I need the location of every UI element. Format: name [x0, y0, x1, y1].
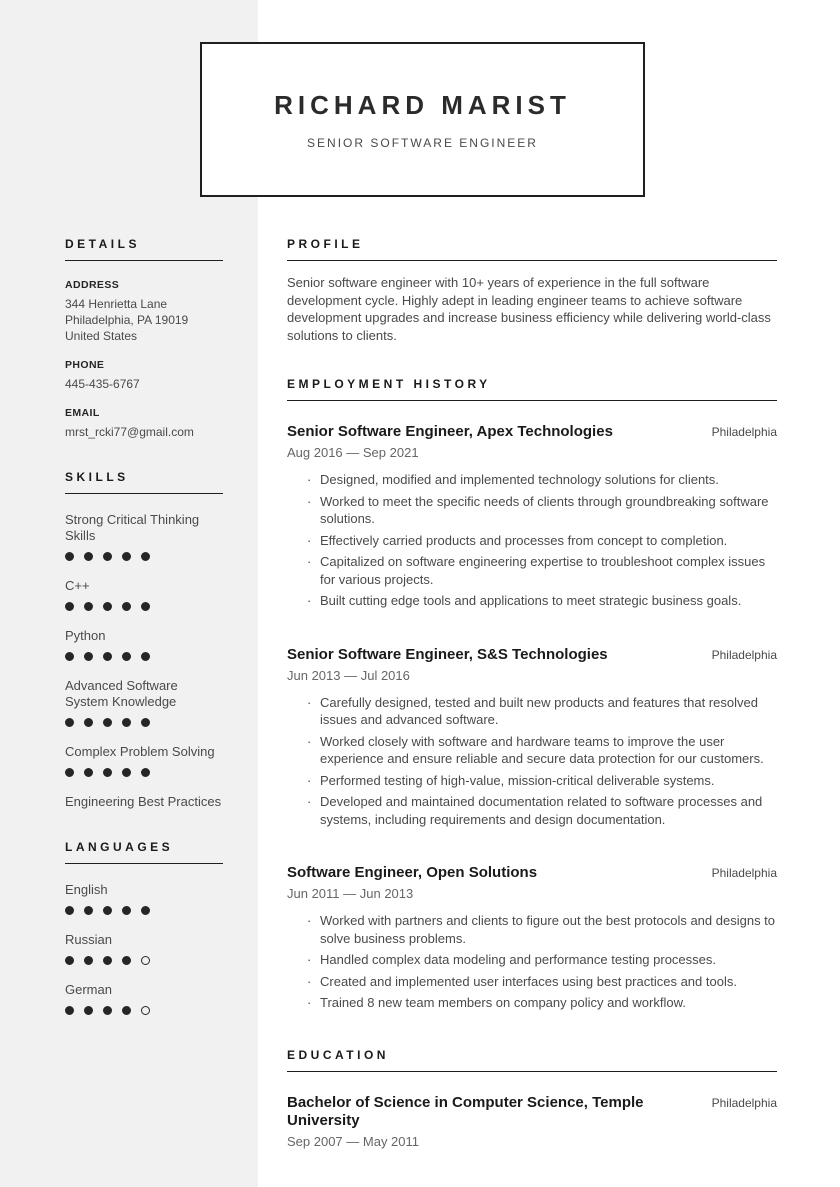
bullet-item: · Trained 8 new team members on company policy and workflow.: [307, 994, 777, 1012]
education-entry: [287, 1094, 777, 1149]
level-dot-filled: [65, 956, 74, 965]
job-entry: [287, 646, 777, 829]
job-head: [287, 864, 777, 882]
job-location: Philadelphia: [711, 866, 777, 880]
bullet-item: · Effectively carried products and processes from concept to completion.: [307, 532, 777, 550]
skill-name: C++: [65, 578, 90, 593]
level-dot-filled: [65, 652, 74, 661]
details-section: [65, 237, 223, 440]
details-heading: DETAILS: [65, 237, 223, 261]
level-dot-filled: [65, 768, 74, 777]
address-line: 344 Henrietta Lane: [65, 297, 168, 311]
level-dot-filled: [84, 552, 93, 561]
level-dot-filled: [122, 768, 131, 777]
language-name: German: [65, 982, 112, 997]
job-dates: Jun 2011 — Jun 2013: [287, 886, 414, 901]
skill-name: Python: [65, 628, 106, 643]
bullet-item: · Created and implemented user interfaces using best practices and tools.: [307, 973, 777, 991]
education-dates: Sep 2007 — May 2011: [287, 1133, 420, 1149]
job-bullets: [287, 912, 777, 1012]
level-dot-filled: [103, 602, 112, 611]
level-dot-filled: [141, 602, 150, 611]
email-label: EMAIL: [65, 407, 100, 419]
bullet-item: · Developed and maintained documentation related to software processes and systems, including requirements and design documentation.: [307, 793, 777, 828]
bullet-item: · Capitalized on software engineering expertise to troubleshoot complex issues for various projects.: [307, 553, 777, 588]
skill-level-dots: [65, 652, 223, 661]
level-dot-filled: [84, 1006, 93, 1015]
level-dot-filled: [122, 718, 131, 727]
job-bullets: [287, 694, 777, 829]
level-dot-filled: [84, 718, 93, 727]
level-dot-filled: [122, 1006, 131, 1015]
skill-item: [65, 678, 223, 727]
skill-level-dots: [65, 718, 223, 727]
skill-level-dots: [65, 768, 223, 777]
language-item: [65, 982, 223, 1015]
level-dot-filled: [141, 652, 150, 661]
education-head: [287, 1094, 777, 1130]
skill-name: Complex Problem Solving: [65, 744, 215, 759]
skill-item: [65, 794, 223, 810]
bullet-item: · Performed testing of high-value, mission-critical deliverable systems.: [307, 772, 777, 790]
job-head: [287, 646, 777, 664]
level-dot-empty: [141, 1006, 150, 1015]
level-dot-filled: [122, 602, 131, 611]
level-dot-filled: [141, 552, 150, 561]
profile-heading: PROFILE: [287, 237, 777, 261]
skill-name: Advanced Software System Knowledge: [65, 678, 178, 709]
skill-name: Strong Critical Thinking Skills: [65, 512, 200, 543]
job-dates: Aug 2016 — Sep 2021: [287, 445, 419, 460]
language-item: [65, 882, 223, 915]
employment-heading: EMPLOYMENT HISTORY: [287, 377, 777, 401]
level-dot-filled: [103, 652, 112, 661]
job-title: Senior Software Engineer, S&S Technologies: [287, 645, 608, 663]
level-dot-filled: [122, 906, 131, 915]
job-bullets: [287, 471, 777, 610]
level-dot-filled: [103, 552, 112, 561]
level-dot-filled: [84, 652, 93, 661]
level-dot-empty: [141, 956, 150, 965]
language-level-dots: [65, 906, 223, 915]
level-dot-filled: [65, 1006, 74, 1015]
bullet-item: · Worked to meet the specific needs of clients through groundbreaking software solutions.: [307, 493, 777, 528]
job-entry: [287, 864, 777, 1012]
education-heading: EDUCATION: [287, 1048, 777, 1072]
level-dot-filled: [103, 906, 112, 915]
email-value: mrst_rcki77@gmail.com: [65, 425, 194, 439]
skill-item: [65, 578, 223, 611]
level-dot-filled: [65, 552, 74, 561]
level-dot-filled: [84, 956, 93, 965]
job-title: Senior Software Engineer, Apex Technologies: [287, 423, 613, 440]
level-dot-filled: [65, 906, 74, 915]
level-dot-filled: [103, 956, 112, 965]
level-dot-filled: [122, 956, 131, 965]
language-item: [65, 932, 223, 965]
level-dot-filled: [103, 718, 112, 727]
email-group: [65, 407, 223, 440]
profile-text: Senior software engineer with 10+ years of experience in the full software development cycle. Highly adept in leading engineer teams to achieve software development upgrades and increase business efficiency while delivering world-class solutions to clients.: [287, 275, 771, 343]
level-dot-filled: [103, 768, 112, 777]
languages-section: [65, 840, 223, 1015]
skill-item: [65, 628, 223, 661]
skill-item: [65, 744, 223, 777]
bullet-item: · Worked with partners and clients to figure out the best protocols and designs to solve business problems.: [307, 912, 777, 947]
bullet-item: · Handled complex data modeling and performance testing processes.: [307, 951, 777, 969]
employment-section: [287, 377, 777, 1012]
level-dot-filled: [84, 768, 93, 777]
phone-group: [65, 359, 223, 392]
skills-heading: SKILLS: [65, 470, 223, 494]
address-label: ADDRESS: [65, 279, 120, 291]
person-name: RICHARD MARIST: [274, 89, 571, 120]
bullet-item: · Built cutting edge tools and applications to meet strategic business goals.: [307, 592, 777, 610]
level-dot-filled: [84, 602, 93, 611]
education-section: [287, 1048, 777, 1149]
level-dot-filled: [65, 602, 74, 611]
header-box: [200, 42, 645, 197]
job-location: Philadelphia: [711, 425, 777, 439]
skill-item: [65, 512, 223, 561]
address-line: Philadelphia, PA 19019: [65, 313, 189, 327]
job-entry: [287, 423, 777, 610]
level-dot-filled: [141, 906, 150, 915]
level-dot-filled: [141, 718, 150, 727]
skill-level-dots: [65, 602, 223, 611]
job-location: Philadelphia: [711, 647, 777, 662]
language-name: English: [65, 882, 108, 897]
job-dates: Jun 2013 — Jul 2016: [287, 667, 410, 683]
skill-level-dots: [65, 552, 223, 561]
level-dot-filled: [141, 768, 150, 777]
level-dot-filled: [65, 718, 74, 727]
address-group: [65, 279, 223, 344]
phone-label: PHONE: [65, 359, 105, 371]
education-title: Bachelor of Science in Computer Science, Temple University: [287, 1093, 644, 1129]
language-name: Russian: [65, 932, 112, 947]
bullet-item: · Worked closely with software and hardware teams to improve the user experience and ensure reliable and secure data protection for our customers.: [307, 733, 777, 768]
profile-section: [287, 237, 777, 344]
level-dot-filled: [122, 652, 131, 661]
address-line: United States: [65, 329, 138, 343]
job-head: [287, 423, 777, 441]
language-level-dots: [65, 956, 223, 965]
languages-heading: LANGUAGES: [65, 840, 223, 864]
job-title: Software Engineer, Open Solutions: [287, 864, 538, 881]
level-dot-filled: [122, 552, 131, 561]
bullet-item: · Designed, modified and implemented technology solutions for clients.: [307, 471, 777, 489]
phone-value: 445-435-6767: [65, 377, 140, 391]
education-location: Philadelphia: [711, 1095, 777, 1110]
language-level-dots: [65, 1006, 223, 1015]
level-dot-filled: [103, 1006, 112, 1015]
skill-name: Engineering Best Practices: [65, 794, 222, 809]
skills-section: [65, 470, 223, 810]
bullet-item: · Carefully designed, tested and built new products and features that resolved issues and advanced software.: [307, 694, 777, 729]
level-dot-filled: [84, 906, 93, 915]
person-job-title: SENIOR SOFTWARE ENGINEER: [307, 135, 538, 150]
